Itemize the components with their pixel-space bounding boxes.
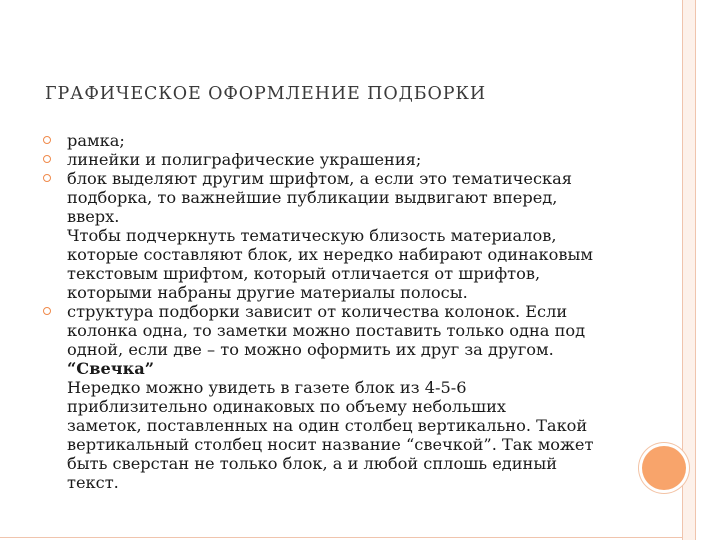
decorative-orb	[642, 446, 686, 490]
candle-heading: “Свечка”	[67, 359, 155, 378]
bullet-text-line: быть сверстан не только блок, а и любой сплошь единый	[67, 454, 557, 473]
bullet-text-line: приблизительно одинаковых по объему небольших	[67, 397, 506, 416]
bullet-text-line: структура подборки зависит от количества колонок. Если	[67, 302, 568, 321]
bullet-text-line: текстовым шрифтом, который отличается от шрифтов,	[67, 264, 541, 283]
bullet-circle-icon	[43, 307, 51, 315]
bullet-circle-icon	[43, 174, 51, 182]
bullet-text-line: вверх.	[67, 207, 120, 226]
bullet-item-structure	[42, 302, 632, 492]
bottom-frame-line	[0, 537, 683, 538]
slide-title: ГРАФИЧЕСКОЕ ОФОРМЛЕНИЕ ПОДБОРКИ	[45, 84, 486, 104]
bullet-text-line: Нередко можно увидеть в газете блок из 4-5-6	[67, 378, 467, 397]
bullet-list	[42, 131, 632, 492]
bullet-text-line: линейки и полиграфические украшения;	[67, 150, 422, 169]
bullet-circle-icon	[43, 155, 51, 163]
bullet-text-line: рамка;	[67, 131, 125, 150]
bullet-item-rules	[42, 150, 632, 169]
bullet-text-line: вертикальный столбец носит название “свечкой”. Так может	[67, 435, 594, 454]
bullet-text-line: подборка, то важнейшие публикации выдвигают вперед,	[67, 188, 558, 207]
bullet-text-line: заметок, поставленных на один столбец вертикально. Такой	[67, 416, 588, 435]
bullet-item-frame	[42, 131, 632, 150]
bullet-text-line: текст.	[67, 473, 119, 492]
bullet-item-block-font	[42, 169, 632, 302]
bullet-text-line: которые составляют блок, их нередко набирают одинаковым	[67, 245, 593, 264]
bullet-text-line: колонка одна, то заметки можно поставить только одна под	[67, 321, 586, 340]
bullet-circle-icon	[43, 136, 51, 144]
bullet-text-line: блок выделяют другим шрифтом, а если это тематическая	[67, 169, 573, 188]
bullet-text-line: Чтобы подчеркнуть тематическую близость материалов,	[67, 226, 557, 245]
bullet-text-line: одной, если две – то можно оформить их друг за другом.	[67, 340, 554, 359]
side-rail-line-right	[695, 0, 696, 540]
bullet-text-line: которыми набраны другие материалы полосы.	[67, 283, 468, 302]
side-rail-band	[683, 0, 695, 540]
